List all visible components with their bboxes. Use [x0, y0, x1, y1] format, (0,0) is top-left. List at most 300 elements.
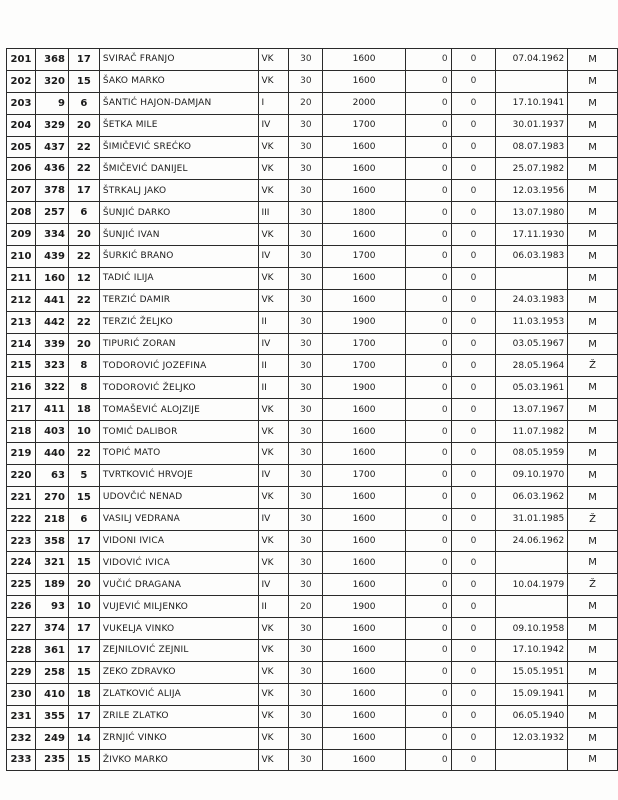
sex-cell: M	[568, 92, 618, 114]
sex-cell: M	[568, 421, 618, 443]
sex-cell: Ž	[568, 574, 618, 596]
days-cell: 30	[289, 421, 323, 443]
sex-cell: M	[568, 705, 618, 727]
group-cell: 6	[68, 508, 99, 530]
amount-cell: 1600	[323, 421, 406, 443]
days-cell: 30	[289, 333, 323, 355]
zero-column-2-cell: 0	[451, 443, 496, 465]
id-number-cell: 329	[35, 114, 68, 136]
qualification-cell: IV	[258, 574, 289, 596]
zero-column-1-cell: 0	[405, 596, 451, 618]
full-name-cell: VUKELJA VINKO	[99, 618, 258, 640]
sex-cell: M	[568, 377, 618, 399]
row-number-cell: 204	[7, 114, 36, 136]
sex-cell: M	[568, 333, 618, 355]
qualification-cell: III	[258, 202, 289, 224]
id-number-cell: 189	[35, 574, 68, 596]
id-number-cell: 441	[35, 289, 68, 311]
id-number-cell: 440	[35, 443, 68, 465]
zero-column-2-cell: 0	[451, 267, 496, 289]
qualification-cell: I	[258, 92, 289, 114]
table-row	[7, 92, 618, 114]
id-number-cell: 368	[35, 49, 68, 71]
full-name-cell: ŠURKIĆ BRANO	[99, 246, 258, 268]
zero-column-1-cell: 0	[405, 224, 451, 246]
days-cell: 30	[289, 443, 323, 465]
zero-column-1-cell: 0	[405, 486, 451, 508]
id-number-cell: 403	[35, 421, 68, 443]
birth-date-cell: 17.10.1942	[496, 640, 568, 662]
row-number-cell: 222	[7, 508, 36, 530]
birth-date-cell: 08.07.1983	[496, 136, 568, 158]
zero-column-2-cell: 0	[451, 70, 496, 92]
zero-column-2-cell: 0	[451, 486, 496, 508]
full-name-cell: ZLATKOVIĆ ALIJA	[99, 683, 258, 705]
days-cell: 30	[289, 727, 323, 749]
amount-cell: 1600	[323, 443, 406, 465]
row-number-cell: 229	[7, 661, 36, 683]
birth-date-cell: 06.03.1983	[496, 246, 568, 268]
birth-date-cell: 06.03.1962	[496, 486, 568, 508]
amount-cell: 1600	[323, 180, 406, 202]
table-row	[7, 727, 618, 749]
full-name-cell: TOMIĆ DALIBOR	[99, 421, 258, 443]
amount-cell: 1600	[323, 289, 406, 311]
zero-column-1-cell: 0	[405, 70, 451, 92]
table-row	[7, 224, 618, 246]
qualification-cell: VK	[258, 618, 289, 640]
sex-cell: M	[568, 749, 618, 771]
birth-date-cell: 12.03.1932	[496, 727, 568, 749]
zero-column-1-cell: 0	[405, 158, 451, 180]
amount-cell: 1600	[323, 136, 406, 158]
zero-column-2-cell: 0	[451, 421, 496, 443]
qualification-cell: VK	[258, 530, 289, 552]
sex-cell: M	[568, 311, 618, 333]
group-cell: 5	[68, 464, 99, 486]
days-cell: 30	[289, 661, 323, 683]
amount-cell: 1600	[323, 399, 406, 421]
zero-column-1-cell: 0	[405, 749, 451, 771]
amount-cell: 1600	[323, 530, 406, 552]
zero-column-1-cell: 0	[405, 136, 451, 158]
full-name-cell: ZEKO ZDRAVKO	[99, 661, 258, 683]
group-cell: 22	[68, 246, 99, 268]
id-number-cell: 270	[35, 486, 68, 508]
zero-column-1-cell: 0	[405, 49, 451, 71]
table-row	[7, 289, 618, 311]
table-row	[7, 486, 618, 508]
days-cell: 30	[289, 486, 323, 508]
qualification-cell: VK	[258, 224, 289, 246]
zero-column-1-cell: 0	[405, 92, 451, 114]
sex-cell: M	[568, 136, 618, 158]
sex-cell: M	[568, 618, 618, 640]
row-number-cell: 206	[7, 158, 36, 180]
birth-date-cell: 25.07.1982	[496, 158, 568, 180]
qualification-cell: VK	[258, 136, 289, 158]
days-cell: 20	[289, 92, 323, 114]
row-number-cell: 201	[7, 49, 36, 71]
qualification-cell: II	[258, 596, 289, 618]
amount-cell: 1600	[323, 508, 406, 530]
sex-cell: Ž	[568, 355, 618, 377]
zero-column-1-cell: 0	[405, 421, 451, 443]
sex-cell: M	[568, 727, 618, 749]
days-cell: 30	[289, 508, 323, 530]
full-name-cell: UDOVČIĆ NENAD	[99, 486, 258, 508]
zero-column-2-cell: 0	[451, 661, 496, 683]
id-number-cell: 160	[35, 267, 68, 289]
row-number-cell: 223	[7, 530, 36, 552]
birth-date-cell: 13.07.1967	[496, 399, 568, 421]
days-cell: 30	[289, 464, 323, 486]
row-number-cell: 232	[7, 727, 36, 749]
zero-column-2-cell: 0	[451, 49, 496, 71]
row-number-cell: 226	[7, 596, 36, 618]
row-number-cell: 208	[7, 202, 36, 224]
row-number-cell: 202	[7, 70, 36, 92]
id-number-cell: 334	[35, 224, 68, 246]
days-cell: 30	[289, 136, 323, 158]
sex-cell: M	[568, 530, 618, 552]
zero-column-1-cell: 0	[405, 640, 451, 662]
qualification-cell: VK	[258, 267, 289, 289]
birth-date-cell: 17.10.1941	[496, 92, 568, 114]
birth-date-cell: 09.10.1970	[496, 464, 568, 486]
id-number-cell: 411	[35, 399, 68, 421]
full-name-cell: TOMAŠEVIĆ ALOJZIJE	[99, 399, 258, 421]
table-row	[7, 749, 618, 771]
table-row	[7, 355, 618, 377]
id-number-cell: 339	[35, 333, 68, 355]
table-row	[7, 530, 618, 552]
zero-column-1-cell: 0	[405, 705, 451, 727]
amount-cell: 1800	[323, 202, 406, 224]
zero-column-1-cell: 0	[405, 574, 451, 596]
birth-date-cell	[496, 267, 568, 289]
qualification-cell: IV	[258, 246, 289, 268]
zero-column-2-cell: 0	[451, 530, 496, 552]
zero-column-1-cell: 0	[405, 683, 451, 705]
row-number-cell: 224	[7, 552, 36, 574]
table-row	[7, 267, 618, 289]
table-row	[7, 661, 618, 683]
full-name-cell: TODOROVIĆ ŽELJKO	[99, 377, 258, 399]
zero-column-2-cell: 0	[451, 552, 496, 574]
row-number-cell: 205	[7, 136, 36, 158]
amount-cell: 1600	[323, 705, 406, 727]
group-cell: 20	[68, 224, 99, 246]
qualification-cell: VK	[258, 705, 289, 727]
birth-date-cell: 09.10.1958	[496, 618, 568, 640]
days-cell: 30	[289, 705, 323, 727]
qualification-cell: VK	[258, 70, 289, 92]
amount-cell: 1700	[323, 355, 406, 377]
id-number-cell: 442	[35, 311, 68, 333]
birth-date-cell: 11.07.1982	[496, 421, 568, 443]
id-number-cell: 321	[35, 552, 68, 574]
zero-column-2-cell: 0	[451, 246, 496, 268]
zero-column-2-cell: 0	[451, 727, 496, 749]
table-row	[7, 618, 618, 640]
zero-column-1-cell: 0	[405, 464, 451, 486]
zero-column-2-cell: 0	[451, 114, 496, 136]
group-cell: 10	[68, 421, 99, 443]
zero-column-1-cell: 0	[405, 246, 451, 268]
qualification-cell: VK	[258, 486, 289, 508]
amount-cell: 1600	[323, 49, 406, 71]
birth-date-cell	[496, 70, 568, 92]
qualification-cell: VK	[258, 180, 289, 202]
sex-cell: M	[568, 246, 618, 268]
zero-column-1-cell: 0	[405, 377, 451, 399]
zero-column-2-cell: 0	[451, 289, 496, 311]
full-name-cell: ŠETKA MILE	[99, 114, 258, 136]
full-name-cell: ŠUNJIĆ IVAN	[99, 224, 258, 246]
qualification-cell: VK	[258, 727, 289, 749]
group-cell: 22	[68, 311, 99, 333]
amount-cell: 1700	[323, 114, 406, 136]
table-row	[7, 333, 618, 355]
full-name-cell: ŠTRKALJ JAKO	[99, 180, 258, 202]
sex-cell: M	[568, 70, 618, 92]
days-cell: 30	[289, 158, 323, 180]
amount-cell: 1600	[323, 486, 406, 508]
group-cell: 20	[68, 333, 99, 355]
row-number-cell: 227	[7, 618, 36, 640]
table-row	[7, 683, 618, 705]
table-row	[7, 574, 618, 596]
group-cell: 6	[68, 92, 99, 114]
qualification-cell: VK	[258, 49, 289, 71]
full-name-cell: TERZIĆ ŽELJKO	[99, 311, 258, 333]
id-number-cell: 249	[35, 727, 68, 749]
row-number-cell: 215	[7, 355, 36, 377]
amount-cell: 1700	[323, 333, 406, 355]
row-number-cell: 230	[7, 683, 36, 705]
birth-date-cell: 11.03.1953	[496, 311, 568, 333]
full-name-cell: TIPURIĆ ZORAN	[99, 333, 258, 355]
sex-cell: M	[568, 640, 618, 662]
sex-cell: M	[568, 202, 618, 224]
row-number-cell: 219	[7, 443, 36, 465]
sex-cell: M	[568, 486, 618, 508]
group-cell: 8	[68, 355, 99, 377]
group-cell: 17	[68, 530, 99, 552]
table-row	[7, 552, 618, 574]
row-number-cell: 212	[7, 289, 36, 311]
amount-cell: 1600	[323, 574, 406, 596]
row-number-cell: 218	[7, 421, 36, 443]
zero-column-2-cell: 0	[451, 683, 496, 705]
id-number-cell: 320	[35, 70, 68, 92]
full-name-cell: VUJEVIĆ MILJENKO	[99, 596, 258, 618]
qualification-cell: IV	[258, 464, 289, 486]
qualification-cell: II	[258, 377, 289, 399]
amount-cell: 1900	[323, 377, 406, 399]
table-row	[7, 49, 618, 71]
sex-cell: M	[568, 596, 618, 618]
row-number-cell: 221	[7, 486, 36, 508]
birth-date-cell: 05.03.1961	[496, 377, 568, 399]
id-number-cell: 9	[35, 92, 68, 114]
group-cell: 18	[68, 683, 99, 705]
full-name-cell: SVIRAČ FRANJO	[99, 49, 258, 71]
table-row	[7, 705, 618, 727]
amount-cell: 1600	[323, 749, 406, 771]
sex-cell: Ž	[568, 508, 618, 530]
days-cell: 30	[289, 399, 323, 421]
full-name-cell: ZRNJIĆ VINKO	[99, 727, 258, 749]
birth-date-cell: 10.04.1979	[496, 574, 568, 596]
zero-column-2-cell: 0	[451, 574, 496, 596]
zero-column-1-cell: 0	[405, 267, 451, 289]
birth-date-cell: 31.01.1985	[496, 508, 568, 530]
amount-cell: 2000	[323, 92, 406, 114]
days-cell: 30	[289, 683, 323, 705]
sex-cell: M	[568, 289, 618, 311]
id-number-cell: 235	[35, 749, 68, 771]
group-cell: 17	[68, 705, 99, 727]
birth-date-cell: 03.05.1967	[496, 333, 568, 355]
zero-column-1-cell: 0	[405, 530, 451, 552]
row-number-cell: 231	[7, 705, 36, 727]
id-number-cell: 410	[35, 683, 68, 705]
row-number-cell: 210	[7, 246, 36, 268]
sex-cell: M	[568, 661, 618, 683]
zero-column-2-cell: 0	[451, 180, 496, 202]
days-cell: 30	[289, 114, 323, 136]
zero-column-1-cell: 0	[405, 289, 451, 311]
qualification-cell: VK	[258, 289, 289, 311]
table-row	[7, 158, 618, 180]
table-row	[7, 311, 618, 333]
group-cell: 15	[68, 486, 99, 508]
zero-column-1-cell: 0	[405, 114, 451, 136]
amount-cell: 1700	[323, 246, 406, 268]
id-number-cell: 374	[35, 618, 68, 640]
id-number-cell: 218	[35, 508, 68, 530]
days-cell: 30	[289, 289, 323, 311]
zero-column-2-cell: 0	[451, 224, 496, 246]
group-cell: 22	[68, 136, 99, 158]
zero-column-1-cell: 0	[405, 355, 451, 377]
id-number-cell: 358	[35, 530, 68, 552]
zero-column-2-cell: 0	[451, 136, 496, 158]
group-cell: 8	[68, 377, 99, 399]
group-cell: 6	[68, 202, 99, 224]
qualification-cell: VK	[258, 399, 289, 421]
days-cell: 30	[289, 224, 323, 246]
birth-date-cell: 30.01.1937	[496, 114, 568, 136]
days-cell: 30	[289, 49, 323, 71]
birth-date-cell: 12.03.1956	[496, 180, 568, 202]
zero-column-2-cell: 0	[451, 705, 496, 727]
days-cell: 30	[289, 749, 323, 771]
birth-date-cell: 17.11.1930	[496, 224, 568, 246]
days-cell: 30	[289, 640, 323, 662]
birth-date-cell: 15.09.1941	[496, 683, 568, 705]
id-number-cell: 322	[35, 377, 68, 399]
table-row	[7, 464, 618, 486]
id-number-cell: 436	[35, 158, 68, 180]
amount-cell: 1600	[323, 661, 406, 683]
row-number-cell: 214	[7, 333, 36, 355]
group-cell: 15	[68, 552, 99, 574]
zero-column-1-cell: 0	[405, 202, 451, 224]
qualification-cell: IV	[258, 333, 289, 355]
days-cell: 30	[289, 246, 323, 268]
zero-column-2-cell: 0	[451, 92, 496, 114]
days-cell: 30	[289, 377, 323, 399]
qualification-cell: II	[258, 355, 289, 377]
row-number-cell: 209	[7, 224, 36, 246]
zero-column-2-cell: 0	[451, 618, 496, 640]
amount-cell: 1600	[323, 618, 406, 640]
birth-date-cell: 15.05.1951	[496, 661, 568, 683]
id-number-cell: 378	[35, 180, 68, 202]
row-number-cell: 217	[7, 399, 36, 421]
full-name-cell: ŠMIČEVIĆ DANIJEL	[99, 158, 258, 180]
birth-date-cell	[496, 596, 568, 618]
group-cell: 17	[68, 180, 99, 202]
group-cell: 10	[68, 596, 99, 618]
id-number-cell: 361	[35, 640, 68, 662]
full-name-cell: VIDONI IVICA	[99, 530, 258, 552]
table-row	[7, 202, 618, 224]
amount-cell: 1600	[323, 727, 406, 749]
zero-column-1-cell: 0	[405, 443, 451, 465]
sex-cell: M	[568, 114, 618, 136]
amount-cell: 1600	[323, 158, 406, 180]
zero-column-1-cell: 0	[405, 399, 451, 421]
birth-date-cell: 06.05.1940	[496, 705, 568, 727]
birth-date-cell: 24.03.1983	[496, 289, 568, 311]
row-number-cell: 225	[7, 574, 36, 596]
birth-date-cell: 08.05.1959	[496, 443, 568, 465]
group-cell: 20	[68, 574, 99, 596]
birth-date-cell: 24.06.1962	[496, 530, 568, 552]
zero-column-2-cell: 0	[451, 377, 496, 399]
sex-cell: M	[568, 158, 618, 180]
sex-cell: M	[568, 180, 618, 202]
birth-date-cell	[496, 552, 568, 574]
group-cell: 22	[68, 158, 99, 180]
full-name-cell: TADIĆ ILIJA	[99, 267, 258, 289]
days-cell: 30	[289, 574, 323, 596]
zero-column-1-cell: 0	[405, 180, 451, 202]
zero-column-2-cell: 0	[451, 596, 496, 618]
qualification-cell: IV	[258, 508, 289, 530]
qualification-cell: VK	[258, 640, 289, 662]
zero-column-1-cell: 0	[405, 727, 451, 749]
zero-column-1-cell: 0	[405, 618, 451, 640]
zero-column-2-cell: 0	[451, 333, 496, 355]
id-number-cell: 439	[35, 246, 68, 268]
group-cell: 14	[68, 727, 99, 749]
sex-cell: M	[568, 464, 618, 486]
full-name-cell: ŠAKO MARKO	[99, 70, 258, 92]
zero-column-2-cell: 0	[451, 464, 496, 486]
birth-date-cell	[496, 749, 568, 771]
row-number-cell: 228	[7, 640, 36, 662]
zero-column-1-cell: 0	[405, 661, 451, 683]
id-number-cell: 257	[35, 202, 68, 224]
id-number-cell: 323	[35, 355, 68, 377]
zero-column-2-cell: 0	[451, 355, 496, 377]
full-name-cell: ZRILE ZLATKO	[99, 705, 258, 727]
